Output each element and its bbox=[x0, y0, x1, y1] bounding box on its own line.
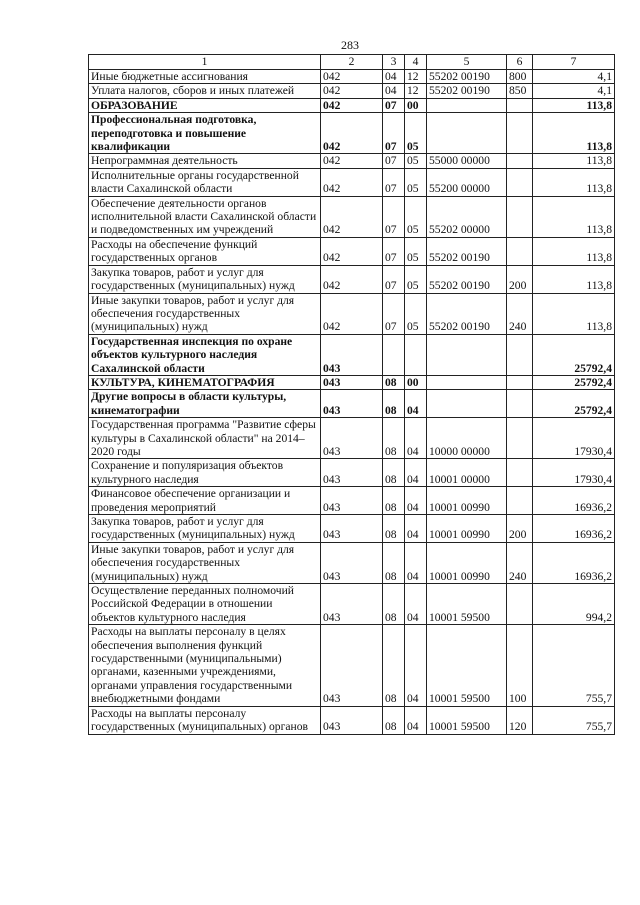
row-rz-cell: 07 bbox=[383, 98, 405, 112]
row-name-cell: Исполнительные органы государственной власти Сахалинской области bbox=[89, 168, 321, 196]
row-sum-cell: 16936,2 bbox=[533, 542, 615, 583]
row-name-cell: Закупка товаров, работ и услуг для государственных (муниципальных) нужд bbox=[89, 515, 321, 543]
row-csr-cell: 10001 00990 bbox=[427, 515, 507, 543]
row-rz-cell: 08 bbox=[383, 625, 405, 706]
row-csr-cell bbox=[427, 113, 507, 154]
row-pr-cell: 04 bbox=[405, 418, 427, 459]
header-col-6: 6 bbox=[507, 55, 533, 70]
row-vr-cell bbox=[507, 390, 533, 418]
row-csr-cell bbox=[427, 98, 507, 112]
row-vr-cell bbox=[507, 584, 533, 625]
row-rz-cell bbox=[383, 334, 405, 375]
row-csr-cell bbox=[427, 334, 507, 375]
row-vr-cell: 200 bbox=[507, 265, 533, 293]
table-row bbox=[89, 154, 615, 168]
row-vr-cell: 200 bbox=[507, 515, 533, 543]
row-csr-cell: 10001 59500 bbox=[427, 625, 507, 706]
row-sum-cell: 113,8 bbox=[533, 154, 615, 168]
row-sum-cell: 113,8 bbox=[533, 265, 615, 293]
row-ved-cell: 043 bbox=[321, 542, 383, 583]
row-name-cell: Иные закупки товаров, работ и услуг для обеспечения государственных (муниципальных) нужд bbox=[89, 293, 321, 334]
row-csr-cell: 55200 00000 bbox=[427, 168, 507, 196]
table-row bbox=[89, 584, 615, 625]
row-sum-cell: 994,2 bbox=[533, 584, 615, 625]
row-rz-cell: 07 bbox=[383, 196, 405, 237]
row-sum-cell: 4,1 bbox=[533, 84, 615, 98]
row-sum-cell: 113,8 bbox=[533, 196, 615, 237]
row-pr-cell: 12 bbox=[405, 84, 427, 98]
row-vr-cell: 240 bbox=[507, 293, 533, 334]
table-row bbox=[89, 418, 615, 459]
row-pr-cell: 04 bbox=[405, 487, 427, 515]
row-sum-cell: 755,7 bbox=[533, 706, 615, 734]
row-csr-cell: 10001 00990 bbox=[427, 542, 507, 583]
row-name-cell: Государственная инспекция по охране объектов культурного наследия Сахалинской области bbox=[89, 334, 321, 375]
table-row bbox=[89, 542, 615, 583]
row-vr-cell bbox=[507, 237, 533, 265]
row-ved-cell: 042 bbox=[321, 237, 383, 265]
header-col-5: 5 bbox=[427, 55, 507, 70]
row-ved-cell: 043 bbox=[321, 515, 383, 543]
row-vr-cell bbox=[507, 154, 533, 168]
row-name-cell: Сохранение и популяризация объектов культурного наследия bbox=[89, 459, 321, 487]
row-rz-cell: 08 bbox=[383, 706, 405, 734]
row-name-cell: Финансовое обеспечение организации и проведения мероприятий bbox=[89, 487, 321, 515]
row-vr-cell bbox=[507, 334, 533, 375]
row-vr-cell bbox=[507, 459, 533, 487]
row-sum-cell: 113,8 bbox=[533, 113, 615, 154]
header-col-7: 7 bbox=[533, 55, 615, 70]
row-csr-cell: 55202 00190 bbox=[427, 293, 507, 334]
table-row bbox=[89, 98, 615, 112]
table-row bbox=[89, 113, 615, 154]
row-pr-cell: 05 bbox=[405, 265, 427, 293]
row-ved-cell: 042 bbox=[321, 113, 383, 154]
row-pr-cell: 04 bbox=[405, 515, 427, 543]
table-row bbox=[89, 84, 615, 98]
row-pr-cell: 00 bbox=[405, 375, 427, 389]
row-name-cell: Обеспечение деятельности органов исполнительной власти Сахалинской области и подведомственных им учреждений bbox=[89, 196, 321, 237]
header-col-1: 1 bbox=[89, 55, 321, 70]
row-pr-cell bbox=[405, 334, 427, 375]
row-pr-cell: 04 bbox=[405, 459, 427, 487]
row-ved-cell: 042 bbox=[321, 98, 383, 112]
row-vr-cell bbox=[507, 168, 533, 196]
row-rz-cell: 04 bbox=[383, 84, 405, 98]
table-row bbox=[89, 390, 615, 418]
table-row bbox=[89, 168, 615, 196]
row-rz-cell: 07 bbox=[383, 154, 405, 168]
row-sum-cell: 17930,4 bbox=[533, 459, 615, 487]
row-csr-cell: 55202 00190 bbox=[427, 70, 507, 84]
table-row bbox=[89, 459, 615, 487]
row-rz-cell: 08 bbox=[383, 390, 405, 418]
row-sum-cell: 16936,2 bbox=[533, 487, 615, 515]
row-rz-cell: 08 bbox=[383, 584, 405, 625]
table-row bbox=[89, 515, 615, 543]
row-vr-cell bbox=[507, 418, 533, 459]
row-name-cell: Непрограммная деятельность bbox=[89, 154, 321, 168]
row-rz-cell: 04 bbox=[383, 70, 405, 84]
row-pr-cell: 05 bbox=[405, 237, 427, 265]
row-csr-cell: 55202 00190 bbox=[427, 237, 507, 265]
table-row bbox=[89, 375, 615, 389]
header-col-3: 3 bbox=[383, 55, 405, 70]
row-ved-cell: 042 bbox=[321, 196, 383, 237]
table-row bbox=[89, 196, 615, 237]
row-ved-cell: 042 bbox=[321, 70, 383, 84]
row-sum-cell: 4,1 bbox=[533, 70, 615, 84]
row-rz-cell: 07 bbox=[383, 237, 405, 265]
row-vr-cell bbox=[507, 196, 533, 237]
row-pr-cell: 04 bbox=[405, 542, 427, 583]
row-csr-cell: 55000 00000 bbox=[427, 154, 507, 168]
row-name-cell: Закупка товаров, работ и услуг для государственных (муниципальных) нужд bbox=[89, 265, 321, 293]
row-sum-cell: 16936,2 bbox=[533, 515, 615, 543]
row-pr-cell: 05 bbox=[405, 293, 427, 334]
row-ved-cell: 043 bbox=[321, 375, 383, 389]
row-name-cell: ОБРАЗОВАНИЕ bbox=[89, 98, 321, 112]
row-pr-cell: 05 bbox=[405, 168, 427, 196]
row-rz-cell: 08 bbox=[383, 542, 405, 583]
row-ved-cell: 043 bbox=[321, 487, 383, 515]
table-row bbox=[89, 487, 615, 515]
row-pr-cell: 04 bbox=[405, 390, 427, 418]
row-pr-cell: 04 bbox=[405, 584, 427, 625]
row-pr-cell: 00 bbox=[405, 98, 427, 112]
row-pr-cell: 05 bbox=[405, 113, 427, 154]
row-rz-cell: 08 bbox=[383, 375, 405, 389]
row-sum-cell: 113,8 bbox=[533, 237, 615, 265]
budget-table bbox=[88, 54, 615, 735]
table-body bbox=[89, 70, 615, 735]
row-vr-cell: 100 bbox=[507, 625, 533, 706]
row-vr-cell: 120 bbox=[507, 706, 533, 734]
row-name-cell: Иные закупки товаров, работ и услуг для обеспечения государственных (муниципальных) нужд bbox=[89, 542, 321, 583]
row-ved-cell: 042 bbox=[321, 84, 383, 98]
header-col-2: 2 bbox=[321, 55, 383, 70]
row-csr-cell: 55202 00000 bbox=[427, 196, 507, 237]
row-ved-cell: 043 bbox=[321, 418, 383, 459]
row-vr-cell bbox=[507, 98, 533, 112]
table-row bbox=[89, 334, 615, 375]
header-col-4: 4 bbox=[405, 55, 427, 70]
row-ved-cell: 042 bbox=[321, 265, 383, 293]
row-name-cell: Другие вопросы в области культуры, кинематографии bbox=[89, 390, 321, 418]
row-sum-cell: 25792,4 bbox=[533, 334, 615, 375]
row-rz-cell: 07 bbox=[383, 168, 405, 196]
row-csr-cell bbox=[427, 375, 507, 389]
row-ved-cell: 043 bbox=[321, 334, 383, 375]
row-csr-cell: 10001 59500 bbox=[427, 584, 507, 625]
row-pr-cell: 04 bbox=[405, 706, 427, 734]
row-csr-cell: 10001 00000 bbox=[427, 459, 507, 487]
row-name-cell: Осуществление переданных полномочий Российской Федерации в отношении объектов культурного наследия bbox=[89, 584, 321, 625]
row-rz-cell: 08 bbox=[383, 515, 405, 543]
row-csr-cell: 10001 59500 bbox=[427, 706, 507, 734]
row-vr-cell: 240 bbox=[507, 542, 533, 583]
row-csr-cell: 55202 00190 bbox=[427, 84, 507, 98]
row-ved-cell: 043 bbox=[321, 459, 383, 487]
table-row bbox=[89, 265, 615, 293]
row-ved-cell: 042 bbox=[321, 293, 383, 334]
row-csr-cell: 10001 00990 bbox=[427, 487, 507, 515]
row-name-cell: Расходы на выплаты персоналу в целях обеспечения выполнения функций государственными (муниципальными) органами, казенными учреждениями, органами управления государственными внебюджетными фондами bbox=[89, 625, 321, 706]
row-name-cell: Расходы на обеспечение функций государственных органов bbox=[89, 237, 321, 265]
row-rz-cell: 07 bbox=[383, 113, 405, 154]
row-sum-cell: 755,7 bbox=[533, 625, 615, 706]
row-ved-cell: 043 bbox=[321, 625, 383, 706]
row-name-cell: Уплата налогов, сборов и иных платежей bbox=[89, 84, 321, 98]
row-rz-cell: 08 bbox=[383, 487, 405, 515]
row-vr-cell bbox=[507, 487, 533, 515]
row-sum-cell: 17930,4 bbox=[533, 418, 615, 459]
row-vr-cell bbox=[507, 375, 533, 389]
row-pr-cell: 04 bbox=[405, 625, 427, 706]
table-row bbox=[89, 237, 615, 265]
row-rz-cell: 07 bbox=[383, 265, 405, 293]
row-ved-cell: 042 bbox=[321, 168, 383, 196]
row-vr-cell: 800 bbox=[507, 70, 533, 84]
row-vr-cell: 850 bbox=[507, 84, 533, 98]
page-number: 283 bbox=[341, 38, 359, 52]
row-name-cell: Иные бюджетные ассигнования bbox=[89, 70, 321, 84]
row-sum-cell: 113,8 bbox=[533, 168, 615, 196]
row-name-cell: Расходы на выплаты персоналу государственных (муниципальных) органов bbox=[89, 706, 321, 734]
row-name-cell: Профессиональная подготовка, переподготовка и повышение квалификации bbox=[89, 113, 321, 154]
row-rz-cell: 08 bbox=[383, 418, 405, 459]
row-vr-cell bbox=[507, 113, 533, 154]
row-pr-cell: 05 bbox=[405, 196, 427, 237]
row-sum-cell: 25792,4 bbox=[533, 390, 615, 418]
table-header-row bbox=[89, 55, 615, 70]
table-row bbox=[89, 625, 615, 706]
row-pr-cell: 05 bbox=[405, 154, 427, 168]
row-csr-cell: 10000 00000 bbox=[427, 418, 507, 459]
row-ved-cell: 043 bbox=[321, 584, 383, 625]
table-row bbox=[89, 70, 615, 84]
row-csr-cell bbox=[427, 390, 507, 418]
row-ved-cell: 043 bbox=[321, 390, 383, 418]
row-ved-cell: 042 bbox=[321, 154, 383, 168]
row-name-cell: Государственная программа "Развитие сферы культуры в Сахалинской области" на 2014–2020 годы bbox=[89, 418, 321, 459]
row-sum-cell: 113,8 bbox=[533, 293, 615, 334]
table-row bbox=[89, 706, 615, 734]
row-ved-cell: 043 bbox=[321, 706, 383, 734]
row-name-cell: КУЛЬТУРА, КИНЕМАТОГРАФИЯ bbox=[89, 375, 321, 389]
row-pr-cell: 12 bbox=[405, 70, 427, 84]
row-sum-cell: 113,8 bbox=[533, 98, 615, 112]
row-rz-cell: 08 bbox=[383, 459, 405, 487]
row-sum-cell: 25792,4 bbox=[533, 375, 615, 389]
row-csr-cell: 55202 00190 bbox=[427, 265, 507, 293]
table-row bbox=[89, 293, 615, 334]
row-rz-cell: 07 bbox=[383, 293, 405, 334]
